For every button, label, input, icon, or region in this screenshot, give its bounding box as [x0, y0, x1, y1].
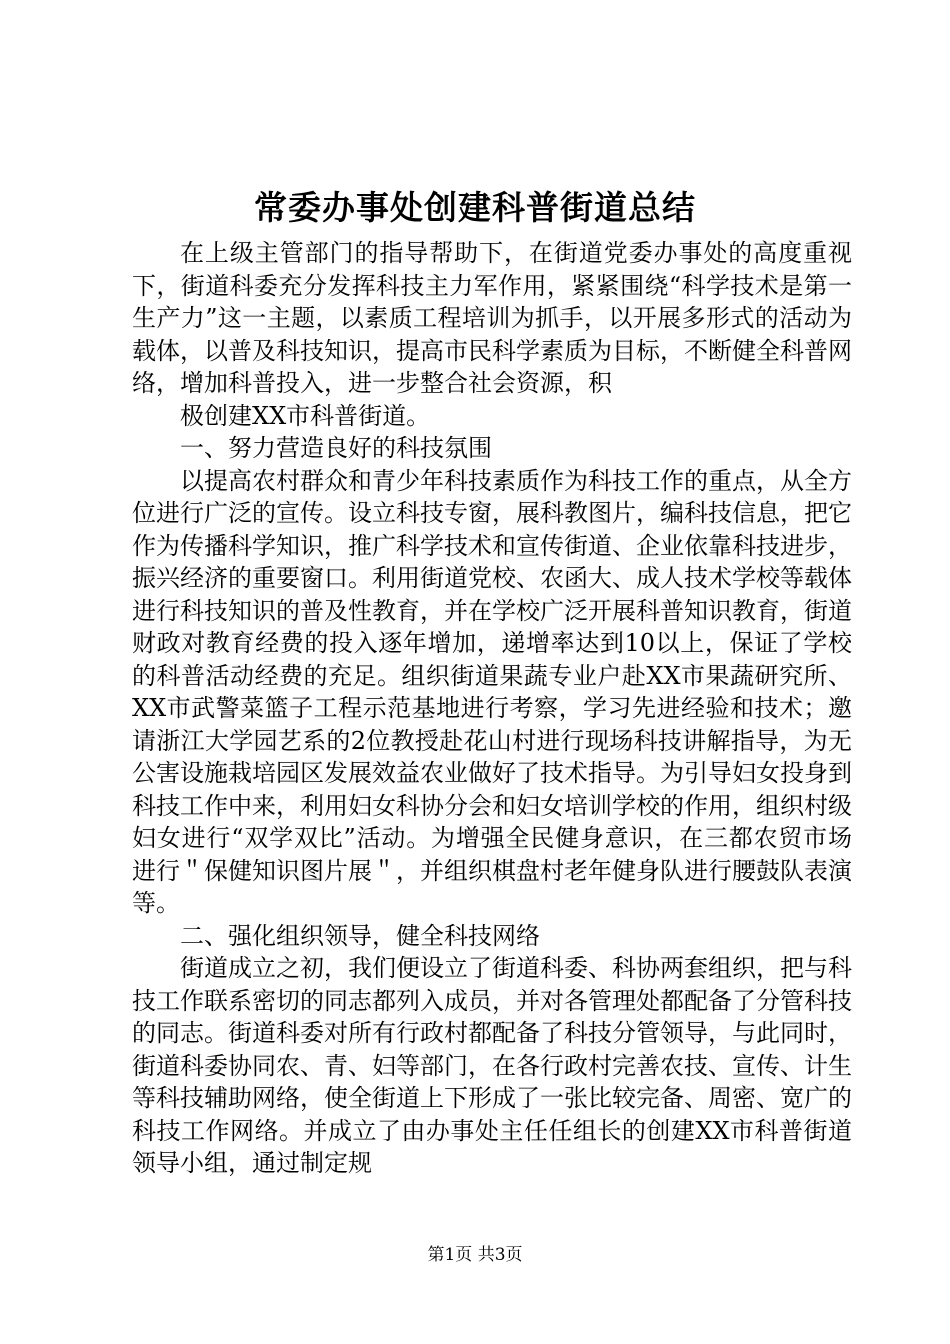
paragraph-section-2: 街道成立之初，我们便设立了街道科委、科协两套组织，把与科技工作联系密切的同志都列入成员，并对各管理处都配备了分管科技的同志。街道科委对所有行政村都配备了科技分管领导，与此同时，街道科委协同农、青、妇等部门，在各行政村完善农技、宣传、计生等科技辅助网络，使全街道上下形成了一张比较完备、周密、宽广的科技工作网络。并成立了由办事处主任任组长的创建XX市科普街道领导小组，通过制定规 [132, 954, 852, 1177]
document-title: 常委办事处创建科普街道总结 [254, 188, 696, 227]
page-number-footer: 第1页 共3页 [427, 1245, 523, 1265]
paragraph-intro-continued: 极创建XX市科普街道。 [180, 401, 431, 430]
paragraph-intro: 在上级主管部门的指导帮助下，在街道党委办事处的高度重视下，街道科委充分发挥科技主力军作用，紧紧围绕“科学技术是第一生产力”这一主题，以素质工程培训为抓手，以开展多形式的活动为载体，以普及科技知识，提高市民科学素质为目标，不断健全科普网络，增加科普投入，进一步整合社会资源，积 [132, 239, 852, 397]
document-body [132, 237, 852, 1180]
paragraph-section-1: 以提高农村群众和青少年科技素质作为科技工作的重点，从全方位进行广泛的宣传。设立科技专窗，展科教图片，编科技信息，把它作为传播科学知识，推广科学技术和宣传街道、企业依靠科技进步，振兴经济的重要窗口。利用街道党校、农函大、成人技术学校等载体进行科技知识的普及性教育，并在学校广泛开展科普知识教育，街道财政对教育经费的投入逐年增加，递增率达到10以上，保证了学校的科普活动经费的充足。组织街道果蔬专业户赴XX市果蔬研究所、XX市武警菜篮子工程示范基地进行考察，学习先进经验和技术；邀请浙江大学园艺系的2位教授赴花山村进行现场科技讲解指导，为无公害设施栽培园区发展效益农业做好了技术指导。为引导妇女投身到科技工作中来，利用妇女科协分会和妇女培训学校的作用，组织村级妇女进行“双学双比”活动。为增强全民健身意识，在三都农贸市场进行＂保健知识图片展＂，并组织棋盘村老年健身队进行腰鼓队表演等。 [132, 466, 852, 917]
section-heading-2: 二、强化组织领导，健全科技网络 [180, 921, 540, 950]
section-heading-1: 一、努力营造良好的科技氛围 [180, 434, 492, 462]
